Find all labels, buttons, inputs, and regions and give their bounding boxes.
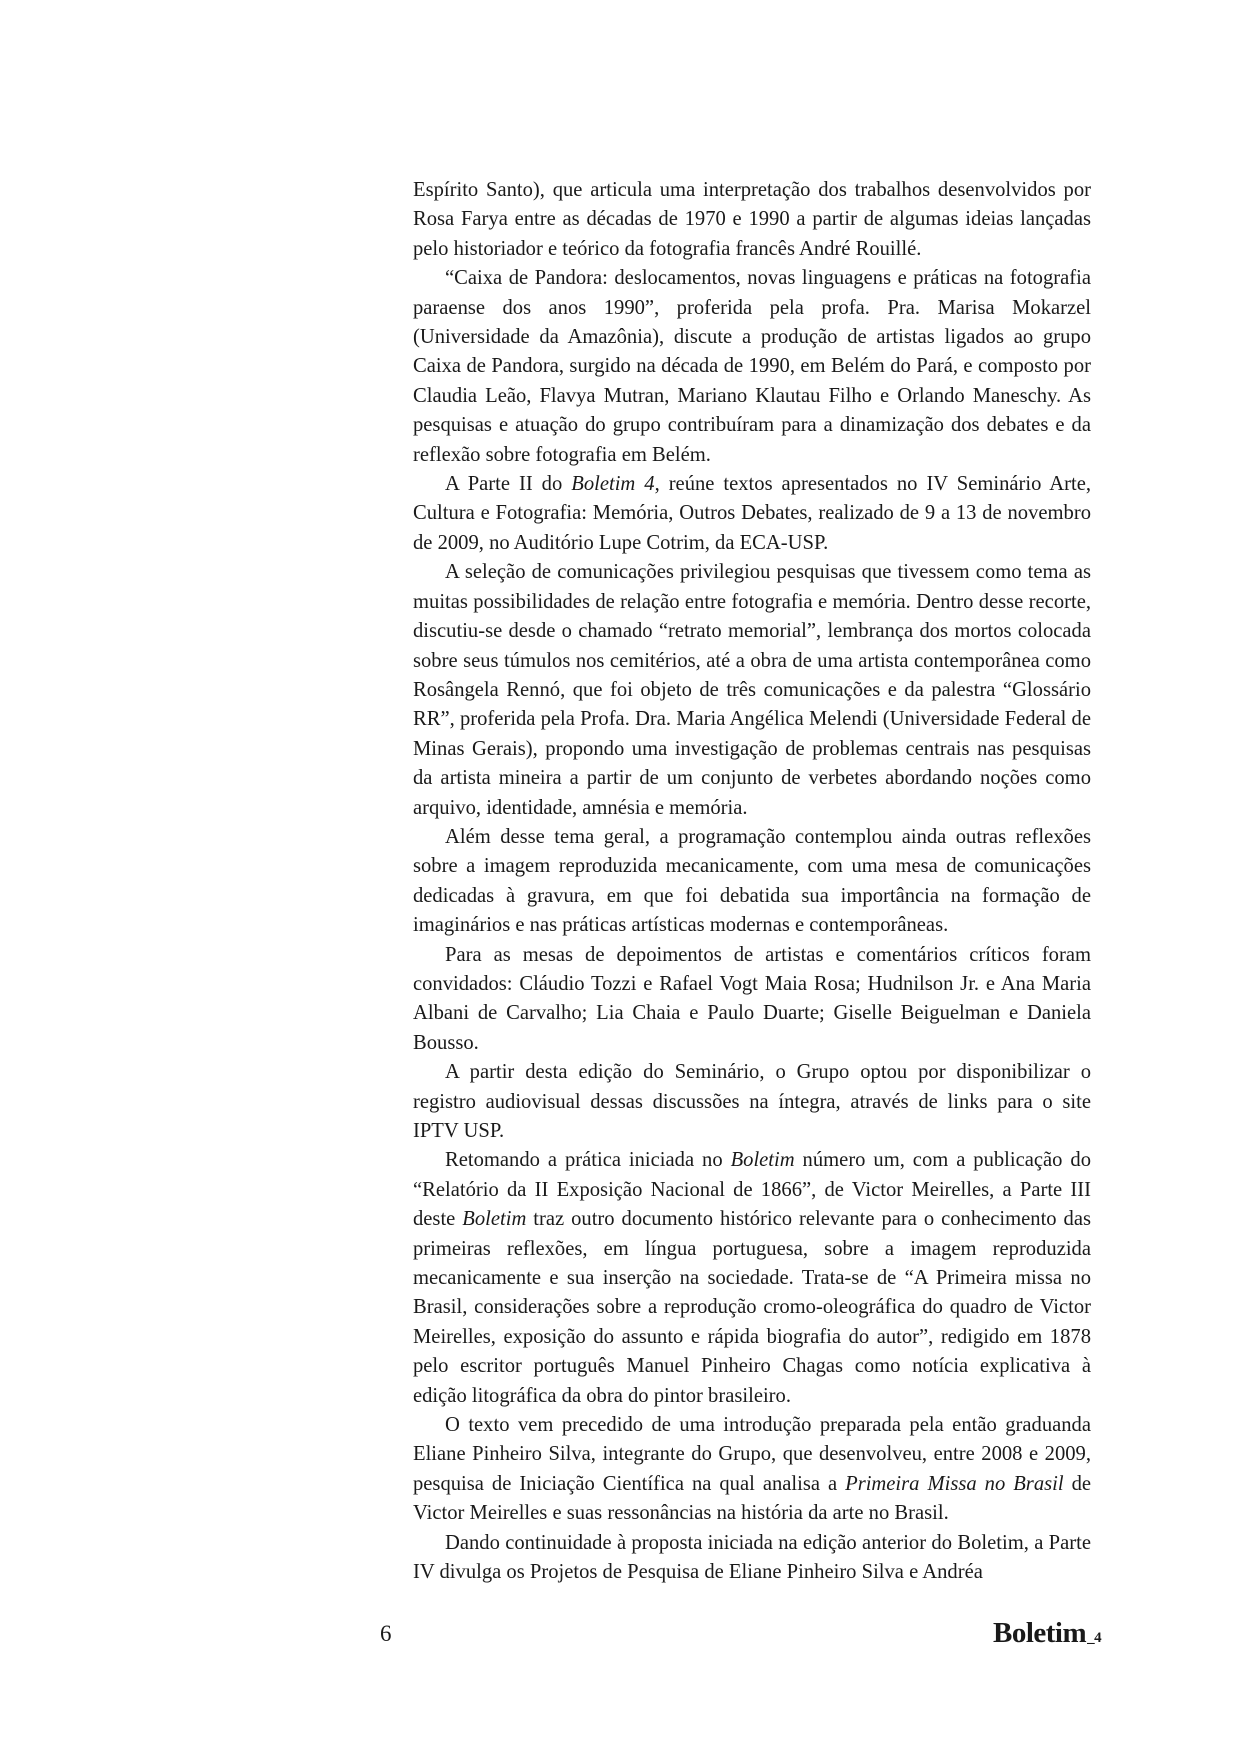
running-title-text: Boletim	[993, 1617, 1087, 1649]
text-run: A seleção de comunicações privilegiou pesquisas que tivessem como tema as muitas possibilidades de relação entre fotografia e memória. Dentro desse recorte, discutiu-se desde o chamado “retrato memorial”, lembrança dos mortos colocada sobre seus túmulos nos cemitérios, até a obra de uma artista contemporânea como Rosângela Rennó, que foi objeto de três comunicações e da palestra “Glossário RR”, proferida pela Profa. Dra. Maria Angélica Melendi (Universidade Federal de Minas Gerais), propondo uma investigação de problemas centrais nas pesquisas da artista mineira a partir de um conjunto de verbetes abordando noções como arquivo, identidade, amnésia e memória.	[413, 561, 1091, 819]
paragraph	[413, 264, 1091, 470]
paragraph	[413, 470, 1091, 558]
italic-text: Primeira Missa no Brasil	[845, 1472, 1064, 1495]
italic-text: Boletim	[730, 1149, 795, 1172]
paragraph	[413, 558, 1091, 823]
paragraph	[413, 1529, 1091, 1588]
text-run: “Caixa de Pandora: deslocamentos, novas linguagens e práticas na fotografia paraense dos anos 1990”, proferida pela profa. Pra. Marisa Mokarzel (Universidade da Amazônia), discute a produção de artistas ligados ao grupo Caixa de Pandora, surgido na década de 1990, em Belém do Pará, e composto por Claudia Leão, Flavya Mutran, Mariano Klautau Filho e Orlando Maneschy. As pesquisas e atuação do grupo contribuíram para a dinamização dos debates e da reflexão sobre fotografia em Belém.	[413, 267, 1091, 466]
text-run: traz outro documento histórico relevante para o conhecimento das primeiras reflexões, em língua portuguesa, sobre a imagem reproduzida mecanicamente e sua inserção na sociedade. Trata-se de “A Primeira missa no Brasil, considerações sobre a reprodução cromo-oleográfica do quadro de Victor Meirelles, exposição do assunto e rápida biografia do autor”, redigido em 1878 pelo escritor português Manuel Pinheiro Chagas como notícia explicativa à edição litográfica da obra do pintor brasileiro.	[413, 1208, 1092, 1407]
text-run: Dando continuidade à proposta iniciada na edição anterior do Boletim, a Parte IV divulga os Projetos de Pesquisa de Eliane Pinheiro Silva e Andréa	[413, 1531, 1091, 1584]
text-run: Espírito Santo), que articula uma interpretação dos trabalhos desenvolvidos por Rosa Farya entre as décadas de 1970 e 1990 a partir de algumas ideias lançadas pelo historiador e teórico da fotografia francês André Rouillé.	[413, 179, 1091, 260]
body-text	[413, 176, 1091, 1588]
text-run: Para as mesas de depoimentos de artistas e comentários críticos foram convidados: Cláudio Tozzi e Rafael Vogt Maia Rosa; Hudnilson Jr. e Ana Maria Albani de Carvalho; Lia Chaia e Paulo Duarte; Giselle Beiguelman e Daniela Bousso.	[413, 943, 1091, 1054]
italic-text: Boletim	[462, 1208, 527, 1231]
italic-text: Boletim 4	[571, 473, 655, 496]
text-run: Além desse tema geral, a programação contemplou ainda outras reflexões sobre a imagem reproduzida mecanicamente, com uma mesa de comunicações dedicadas à gravura, em que foi debatida sua importância na formação de imaginários e nas práticas artísticas modernas e contemporâneas.	[413, 825, 1091, 937]
text-run: A Parte II do	[445, 473, 572, 496]
paragraph	[413, 1411, 1091, 1529]
paragraph	[413, 1058, 1091, 1146]
text-run: número um, com a publicação do “Relatório da II Exposição Nacional de 1866”, de Victor Meirelles, a Parte III deste	[413, 1149, 1091, 1231]
paragraph	[413, 941, 1091, 1059]
running-title	[993, 1616, 1101, 1655]
paragraph	[413, 176, 1091, 264]
issue-number: _4	[1087, 1630, 1102, 1646]
text-run: O texto vem precedido de uma introdução preparada pela então graduanda Eliane Pinheiro Silva, integrante do Grupo, que desenvolveu, entre 2008 e 2009, pesquisa de Iniciação Científica na qual analisa a	[413, 1414, 1091, 1495]
text-run: , reúne textos apresentados no IV Seminário Arte, Cultura e Fotografia: Memória, Outros Debates, realizado de 9 a 13 de novembro de 2009, no Auditório Lupe Cotrim, da ECA-USP.	[413, 473, 1092, 554]
text-run: A partir desta edição do Seminário, o Grupo optou por disponibilizar o registro audiovisual dessas discussões na íntegra, através de links para o site IPTV USP.	[413, 1061, 1091, 1142]
text-run: Retomando a prática iniciada no	[445, 1149, 731, 1172]
paragraph	[413, 823, 1091, 941]
paragraph	[413, 1146, 1091, 1411]
page-number: 6	[380, 1621, 392, 1646]
text-run: de Victor Meirelles e suas ressonâncias na história da arte no Brasil.	[413, 1472, 1091, 1525]
